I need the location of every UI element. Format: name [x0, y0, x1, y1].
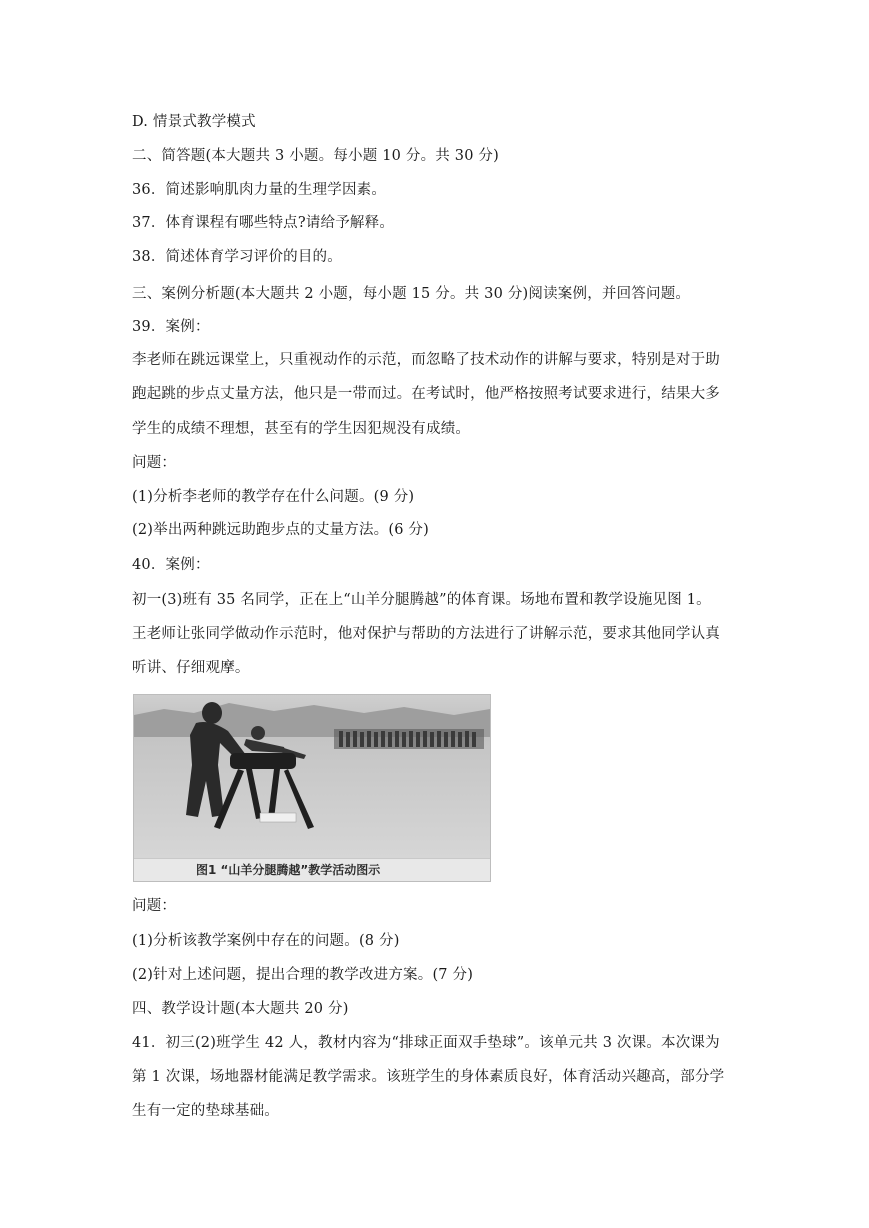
case-39-text-line: 跑起跳的步点丈量方法，他只是一带而过。在考试时，他严格按照考试要求进行，结果大多: [132, 386, 720, 402]
figure-1-caption: 图1 “山羊分腿腾越”教学活动图示: [134, 858, 490, 881]
question-40-part-1: (1)分析该教学案例中存在的问题。(8 分): [132, 933, 400, 949]
section-heading-case-analysis: 三、案例分析题(本大题共 2 小题，每小题 15 分。共 30 分)阅读案例，并回答问题。: [132, 286, 691, 302]
question-39-part-2: (2)举出两种跳远助跑步点的丈量方法。(6 分): [132, 522, 429, 538]
question-label: 问题：: [132, 898, 177, 914]
figure-1-photo: [133, 694, 491, 882]
question-40-part-2: (2)针对上述问题，提出合理的教学改进方案。(7 分): [132, 967, 474, 983]
case-40-text-line: 初一(3)班有 35 名同学，正在上“山羊分腿腾越”的体育课。场地布置和教学设施见图 1。: [132, 592, 711, 608]
case-40-text-line: 听讲、仔细观摩。: [132, 660, 250, 676]
question-40-title: 40．案例：: [132, 557, 210, 573]
option-d: D. 情景式教学模式: [132, 114, 256, 130]
case-39-text-line: 学生的成绩不理想，甚至有的学生因犯规没有成绩。: [132, 421, 471, 437]
question-36: 36．简述影响肌肉力量的生理学因素。: [132, 182, 387, 198]
question-39-title: 39．案例：: [132, 319, 210, 335]
question-38: 38．简述体育学习评价的目的。: [132, 249, 342, 265]
question-41-text-line: 41．初三(2)班学生 42 人，教材内容为“排球正面双手垫球”。该单元共 3 次课。本次课为: [132, 1035, 720, 1051]
question-41-text-line: 生有一定的垫球基础。: [132, 1103, 279, 1119]
vaulting-photo-illustration: [134, 695, 490, 859]
section-heading-teaching-design: 四、教学设计题(本大题共 20 分): [132, 1001, 349, 1017]
case-40-text-line: 王老师让张同学做动作示范时，他对保护与帮助的方法进行了讲解示范，要求其他同学认真: [132, 626, 720, 642]
question-label: 问题：: [132, 455, 177, 471]
question-37: 37．体育课程有哪些特点?请给予解释。: [132, 215, 395, 231]
question-41-text-line: 第 1 次课，场地器材能满足教学需求。该班学生的身体素质良好，体育活动兴趣高，部分学: [132, 1069, 725, 1085]
question-39-part-1: (1)分析李老师的教学存在什么问题。(9 分): [132, 489, 415, 505]
section-heading-short-answer: 二、简答题(本大题共 3 小题。每小题 10 分。共 30 分): [132, 148, 499, 164]
case-39-text-line: 李老师在跳远课堂上，只重视动作的示范，而忽略了技术动作的讲解与要求，特别是对于助: [132, 352, 720, 368]
